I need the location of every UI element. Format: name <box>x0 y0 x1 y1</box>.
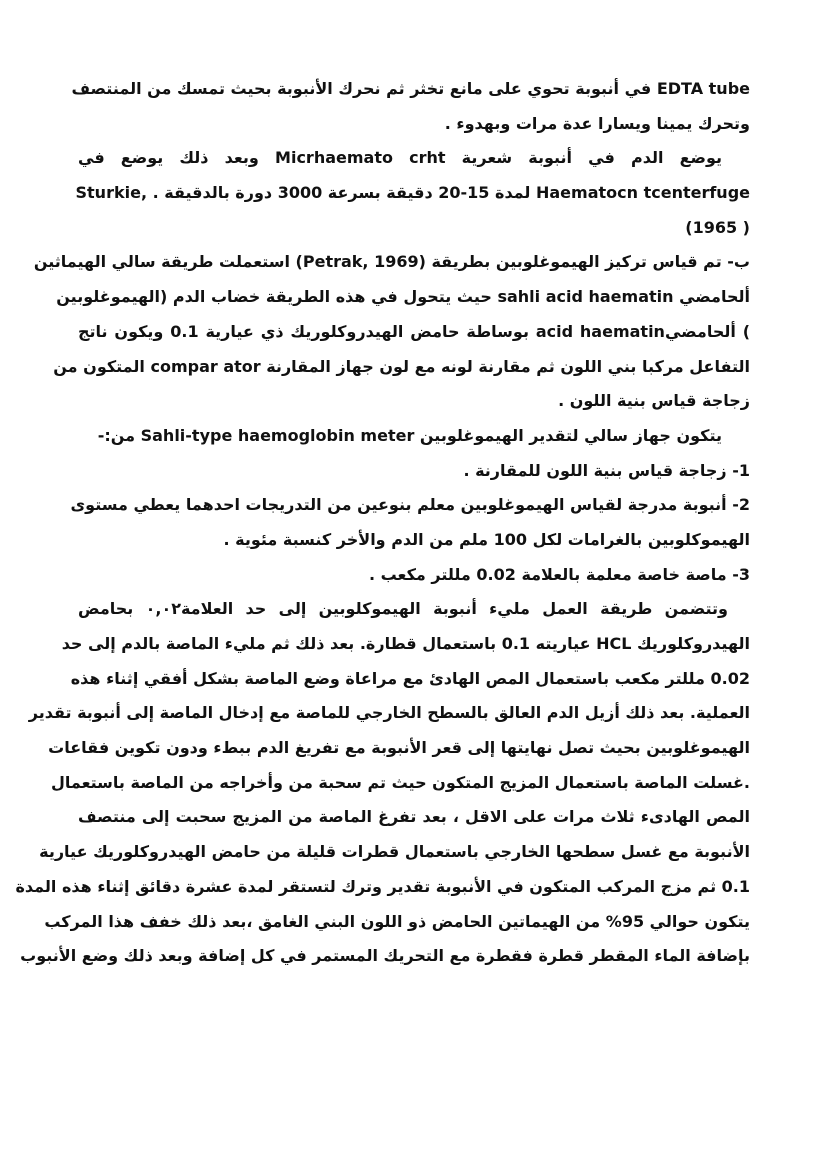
text-line: زجاجة قياس بنية اللون . <box>558 391 750 411</box>
text-line: العملية. بعد ذلك أزيل الدم العالق بالسطح الخارجي للماصة مع إدخال الماصة إلى أنبوبة تقدير <box>28 703 750 723</box>
text-line: Haematocn tcenterfuge لمدة 15-20 دقيقة بسرعة 3000 دورة بالدقيقة . ,Sturkie <box>75 183 750 203</box>
text-line: ب- تم قياس تركيز الهيموغلوبين بطريقة (Petrak, 1969) استعملت طريقة سالي الهيماثين <box>33 252 750 272</box>
text-line: الهيموغلوبين بحيث تصل نهايتها إلى قعر الأنبوبة مع تفريغ الدم ببطء ودون تكوين فقاعات <box>48 738 750 758</box>
text-line: 0.02 مللتر مكعب باستعمال المص الهادئ مع مراعاة وضع الماصة بشكل أفقي إثناء هذه <box>70 668 750 688</box>
text-line: وتتضمن طريقة العمل مليء أنبوبة الهيموكلوبين إلى حد العلامة٠,٠٢ بحامض <box>78 599 729 619</box>
list-item: 2- أنبوبة مدرجة لقياس الهيموغلوبين معلم بنوعين من التدريجات احدهما يعطي مستوى <box>70 495 750 515</box>
list-item: 1- زجاجة قياس بنية اللون للمقارنة . <box>463 460 750 480</box>
text-line: ألحامضي sahli acid haematin حيث يتحول في هذه الطريقة خضاب الدم (الهيموغلوبين <box>56 287 750 307</box>
text-line: المص الهادىء ثلاث مرات على الاقل ، بعد تفرغ الماصة من المزيج سحبت إلى منتصف <box>78 807 750 827</box>
text-line: 0.1 ثم مزج المركب المتكون في الأنبوبة تقدير وترك لتستقر لمدة عشرة دقائق إثناء هذه المدة <box>15 876 750 896</box>
text-line: يتكون جهاز سالي لتقدير الهيموغلوبين Sahli-type haemoglobin meter من:- <box>97 425 722 445</box>
text-line: ( 1965) <box>685 217 750 237</box>
text-line: التفاعل مركبا بني اللون ثم مقارنة لونه مع لون جهاز المقارنة compar ator المتكون من <box>53 356 750 376</box>
text-line: الهيموكلوبين بالغرامات لكل 100 ملم من الدم والأخر كنسبة مئوية . <box>223 529 750 549</box>
text-line: يتكون حوالي 95% من الهيماتين الحامض ذو اللون البني الغامق ،بعد ذلك خفف هذا المركب <box>44 911 750 931</box>
document-body <box>15 72 751 974</box>
text-line: EDTA tube في أنبوبة تحوي على مانع تخثر ثم نحرك الأنبوبة بحيث تمسك من المنتصف <box>71 79 750 98</box>
text-line: ) ألحامضيacid haematin بوساطة حامض الهيدروكلوريك ذي عيارية 0.1 ويكون ناتج <box>78 321 751 341</box>
text-line: يوضع الدم في أنبوبة شعرية Micrhaemato crht وبعد ذلك يوضع في <box>78 148 723 168</box>
text-line: بإضافة الماء المقطر قطرة فقطرة مع التحريك المستمر في كل إضافة وبعد ذلك وضع الأنبوب <box>20 946 750 966</box>
text-line: وتحرك يمينا ويسارا عدة مرات وبهدوء . <box>444 113 750 133</box>
text-line: الهيدروكلوريك HCL عياريته 0.1 باستعمال قطارة. بعد ذلك ثم مليء الماصة بالدم إلى حد <box>61 634 750 653</box>
list-item: 3- ماصة خاصة معلمة بالعلامة 0.02 مللتر مكعب . <box>368 564 750 584</box>
text-line: الأنبوبة مع غسل سطحها الخارجي باستعمال قطرات قليلة من حامض الهيدروكلوريك عيارية <box>39 842 750 862</box>
text-line: .غسلت الماصة باستعمال المزيج المتكون حيث تم سحبة من وأخراجه من الماصة باستعمال <box>51 772 750 792</box>
